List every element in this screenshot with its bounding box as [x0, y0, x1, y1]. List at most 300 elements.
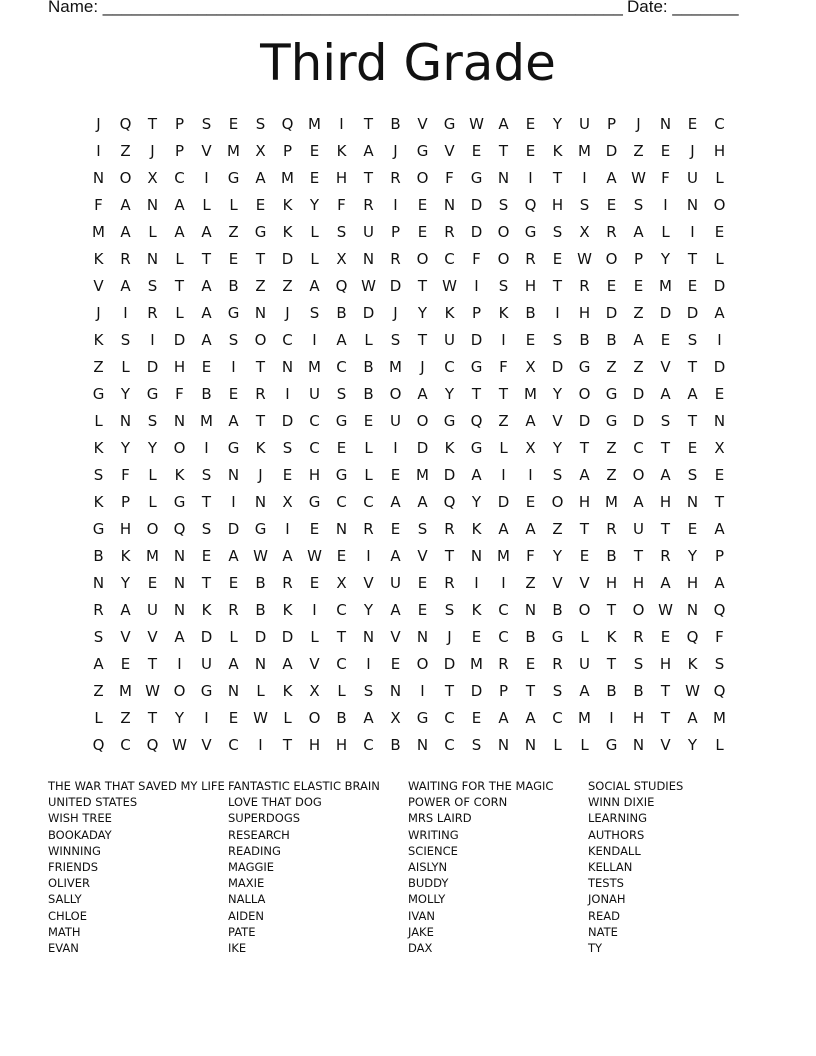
grid-letter: G	[524, 222, 537, 241]
grid-letter: C	[309, 438, 320, 457]
grid-letter: N	[92, 168, 105, 187]
grid-letter: Y	[687, 546, 698, 565]
grid-letter: K	[93, 249, 104, 268]
grid-letter: R	[525, 249, 536, 268]
word-list-item: OLIVER	[48, 876, 90, 891]
grid-letter: E	[255, 195, 266, 214]
grid-letter: A	[633, 330, 644, 349]
grid-letter: D	[443, 654, 456, 673]
grid-letter: H	[119, 519, 132, 538]
grid-letter: A	[201, 330, 212, 349]
grid-letter: L	[715, 735, 724, 754]
word-list	[48, 778, 768, 956]
page-title: Third Grade	[260, 34, 556, 92]
grid-letter: E	[417, 222, 428, 241]
grid-letter: B	[606, 681, 617, 700]
grid-letter: C	[336, 357, 347, 376]
grid-letter: P	[498, 681, 509, 700]
grid-letter: S	[93, 465, 104, 484]
grid-letter: E	[417, 600, 428, 619]
grid-letter: H	[713, 141, 726, 160]
grid-letter: Y	[120, 384, 131, 403]
grid-letter: G	[443, 114, 456, 133]
grid-letter: A	[390, 492, 401, 511]
grid-letter: K	[255, 438, 266, 457]
grid-letter: I	[474, 573, 479, 592]
grid-letter: I	[123, 303, 128, 322]
word-list-item: MATH	[48, 924, 81, 939]
grid-letter: A	[687, 708, 698, 727]
word-list-column	[228, 778, 408, 956]
grid-letter: S	[255, 114, 266, 133]
grid-letter: E	[309, 519, 320, 538]
grid-letter: E	[228, 573, 239, 592]
grid-letter: H	[551, 195, 564, 214]
grid-letter: T	[147, 708, 158, 727]
grid-letter: Q	[335, 276, 348, 295]
grid-letter: Z	[120, 708, 131, 727]
grid-letter: V	[201, 141, 212, 160]
grid-letter: B	[552, 600, 563, 619]
grid-letter: N	[173, 573, 186, 592]
grid-letter: E	[417, 573, 428, 592]
grid-letter: N	[119, 411, 132, 430]
grid-letter: R	[444, 519, 455, 538]
grid-letter: G	[551, 627, 564, 646]
word-list-item: TY	[588, 940, 603, 955]
word-list-item: PATE	[228, 924, 256, 939]
grid-letter: C	[336, 600, 347, 619]
grid-letter: T	[255, 249, 266, 268]
word-list-item: JONAH	[588, 892, 626, 907]
grid-letter: O	[578, 384, 591, 403]
grid-letter: E	[336, 546, 347, 565]
grid-letter: I	[312, 330, 317, 349]
grid-letter: O	[389, 384, 402, 403]
grid-letter: T	[498, 384, 509, 403]
grid-letter: K	[282, 681, 293, 700]
grid-letter: Y	[174, 708, 185, 727]
grid-letter: A	[390, 546, 401, 565]
grid-letter: Z	[552, 519, 563, 538]
grid-letter: D	[470, 195, 483, 214]
grid-letter: E	[633, 276, 644, 295]
grid-letter: N	[92, 573, 105, 592]
grid-letter: N	[362, 627, 375, 646]
grid-letter: T	[606, 600, 617, 619]
grid-letter: U	[390, 411, 401, 430]
grid-letter: T	[444, 681, 455, 700]
word-list-item: CHLOE	[48, 908, 87, 923]
grid-letter: R	[606, 222, 617, 241]
grid-letter: G	[335, 465, 348, 484]
grid-letter: N	[524, 600, 537, 619]
grid-letter: I	[231, 492, 236, 511]
grid-letter: A	[93, 654, 104, 673]
grid-letter: G	[605, 735, 618, 754]
word-list-item: FANTASTIC ELASTIC BRAIN	[228, 779, 380, 793]
grid-letter: W	[145, 681, 160, 700]
grid-letter: I	[501, 465, 506, 484]
grid-letter: J	[150, 141, 155, 160]
grid-letter: A	[336, 330, 347, 349]
grid-letter: H	[578, 303, 591, 322]
grid-letter: M	[497, 546, 510, 565]
grid-letter: G	[443, 411, 456, 430]
grid-letter: A	[282, 546, 293, 565]
grid-letter: A	[714, 303, 725, 322]
grid-letter: F	[472, 249, 481, 268]
grid-letter: M	[146, 546, 159, 565]
grid-letter: C	[498, 600, 509, 619]
grid-letter: K	[93, 330, 104, 349]
grid-letter: E	[714, 465, 725, 484]
grid-letter: P	[174, 141, 185, 160]
grid-letter: A	[228, 411, 239, 430]
grid-letter: C	[552, 708, 563, 727]
grid-letter: E	[714, 384, 725, 403]
grid-letter: M	[713, 708, 726, 727]
grid-letter: C	[363, 735, 374, 754]
grid-letter: C	[336, 654, 347, 673]
grid-letter: X	[282, 492, 293, 511]
grid-letter: L	[715, 168, 724, 187]
grid-letter: B	[390, 735, 401, 754]
grid-letter: A	[309, 276, 320, 295]
grid-letter: A	[120, 195, 131, 214]
grid-letter: E	[147, 573, 158, 592]
grid-letter: N	[362, 249, 375, 268]
grid-letter: E	[228, 249, 239, 268]
grid-letter: S	[93, 627, 104, 646]
grid-letter: O	[416, 249, 429, 268]
grid-letter: G	[227, 168, 240, 187]
grid-letter: R	[120, 249, 131, 268]
grid-letter: S	[714, 654, 725, 673]
grid-letter: Q	[173, 519, 186, 538]
grid-letter: O	[173, 681, 186, 700]
grid-letter: L	[364, 330, 373, 349]
grid-letter: S	[633, 654, 644, 673]
grid-letter: L	[229, 627, 238, 646]
grid-letter: T	[363, 168, 374, 187]
grid-letter: D	[281, 627, 294, 646]
grid-letter: H	[659, 492, 672, 511]
grid-letter: Y	[687, 735, 698, 754]
grid-letter: S	[147, 276, 158, 295]
grid-letter: N	[146, 249, 159, 268]
grid-letter: B	[525, 627, 536, 646]
grid-letter: N	[173, 411, 186, 430]
grid-letter: E	[471, 627, 482, 646]
grid-letter: N	[227, 681, 240, 700]
grid-letter: J	[447, 627, 452, 646]
grid-letter: B	[363, 357, 374, 376]
grid-letter: V	[201, 735, 212, 754]
grid-letter: Z	[606, 465, 617, 484]
grid-letter: D	[470, 222, 483, 241]
grid-letter: O	[416, 168, 429, 187]
grid-letter: C	[444, 249, 455, 268]
word-list-column	[588, 778, 768, 956]
grid-letter: G	[200, 681, 213, 700]
word-list-item: NALLA	[228, 892, 266, 907]
grid-letter: J	[258, 465, 263, 484]
grid-letter: Q	[713, 681, 726, 700]
grid-letter: G	[470, 438, 483, 457]
grid-letter: R	[498, 654, 509, 673]
grid-letter: I	[312, 600, 317, 619]
grid-letter: T	[552, 276, 563, 295]
grid-letter: Q	[119, 114, 132, 133]
grid-letter: C	[363, 492, 374, 511]
grid-letter: L	[148, 222, 157, 241]
grid-letter: D	[200, 627, 213, 646]
grid-letter: E	[282, 465, 293, 484]
grid-letter: B	[201, 384, 212, 403]
grid-letter: A	[174, 222, 185, 241]
grid-letter: P	[606, 114, 617, 133]
grid-letter: B	[633, 681, 644, 700]
grid-letter: E	[714, 222, 725, 241]
grid-letter: E	[471, 141, 482, 160]
grid-letter: N	[686, 600, 699, 619]
grid-letter: Z	[228, 222, 239, 241]
grid-letter: M	[605, 492, 618, 511]
grid-letter: K	[282, 222, 293, 241]
grid-letter: S	[552, 465, 563, 484]
grid-letter: T	[417, 330, 428, 349]
grid-letter: E	[390, 519, 401, 538]
grid-letter: A	[687, 384, 698, 403]
grid-letter: Q	[686, 627, 699, 646]
grid-letter: R	[93, 600, 104, 619]
grid-letter: O	[173, 438, 186, 457]
grid-letter: O	[254, 330, 267, 349]
grid-letter: G	[416, 141, 429, 160]
grid-letter: L	[337, 681, 346, 700]
grid-letter: X	[255, 141, 266, 160]
grid-letter: E	[120, 654, 131, 673]
word-list-item: FRIENDS	[48, 859, 99, 874]
grid-letter: H	[632, 708, 645, 727]
grid-letter: S	[201, 114, 212, 133]
grid-letter: J	[96, 303, 101, 322]
grid-letter: O	[416, 411, 429, 430]
grid-letter: J	[636, 114, 641, 133]
word-list-item: AUTHORS	[588, 827, 645, 842]
grid-letter: T	[255, 357, 266, 376]
grid-letter: H	[524, 276, 537, 295]
word-list-item: BUDDY	[408, 876, 449, 891]
grid-letter: D	[281, 411, 294, 430]
grid-letter: F	[121, 465, 130, 484]
grid-letter: Q	[281, 114, 294, 133]
grid-letter: O	[632, 465, 645, 484]
grid-letter: I	[582, 168, 587, 187]
grid-letter: G	[308, 492, 321, 511]
grid-letter: Y	[444, 384, 455, 403]
grid-letter: F	[499, 357, 508, 376]
grid-letter: D	[254, 627, 267, 646]
grid-letter: E	[525, 114, 536, 133]
grid-letter: C	[714, 114, 725, 133]
grid-letter: N	[281, 357, 294, 376]
grid-letter: C	[174, 168, 185, 187]
grid-letter: H	[686, 573, 699, 592]
word-list-item: LEARNING	[588, 811, 648, 826]
word-list-item: LOVE THAT DOG	[228, 795, 322, 810]
grid-letter: N	[659, 114, 672, 133]
grid-letter: A	[525, 519, 536, 538]
grid-letter: S	[687, 465, 698, 484]
grid-letter: E	[687, 519, 698, 538]
grid-letter: G	[92, 519, 105, 538]
grid-letter: S	[498, 276, 509, 295]
grid-letter: S	[552, 681, 563, 700]
grid-letter: I	[501, 330, 506, 349]
grid-letter: K	[552, 141, 563, 160]
grid-letter: E	[660, 330, 671, 349]
grid-letter: W	[442, 276, 457, 295]
grid-letter: V	[552, 573, 563, 592]
grid-letter: Z	[120, 141, 131, 160]
grid-letter: E	[525, 654, 536, 673]
grid-letter: V	[444, 141, 455, 160]
grid-letter: I	[420, 681, 425, 700]
grid-letter: R	[390, 168, 401, 187]
grid-letter: A	[174, 627, 185, 646]
grid-letter: B	[363, 384, 374, 403]
grid-letter: M	[308, 357, 321, 376]
grid-letter: L	[499, 438, 508, 457]
grid-letter: E	[687, 276, 698, 295]
grid-letter: D	[686, 303, 699, 322]
grid-letter: Z	[255, 276, 266, 295]
grid-letter: S	[147, 411, 158, 430]
grid-letter: F	[445, 168, 454, 187]
grid-letter: E	[525, 330, 536, 349]
grid-letter: Z	[606, 438, 617, 457]
grid-letter: V	[417, 114, 428, 133]
grid-letter: W	[307, 546, 322, 565]
word-list-item: KELLAN	[588, 859, 633, 874]
grid-letter: S	[390, 330, 401, 349]
grid-letter: N	[443, 195, 456, 214]
grid-letter: D	[362, 303, 375, 322]
grid-letter: Q	[443, 492, 456, 511]
word-list-item: WINN DIXIE	[588, 795, 655, 810]
grid-letter: K	[471, 600, 482, 619]
grid-letter: F	[337, 195, 346, 214]
grid-letter: S	[120, 330, 131, 349]
grid-letter: S	[633, 195, 644, 214]
grid-letter: I	[501, 573, 506, 592]
grid-letter: U	[579, 114, 590, 133]
word-list-item: DAX	[408, 940, 433, 955]
grid-letter: I	[474, 276, 479, 295]
grid-letter: D	[443, 465, 456, 484]
grid-letter: F	[661, 168, 670, 187]
grid-letter: K	[174, 465, 185, 484]
grid-letter: T	[201, 573, 212, 592]
grid-letter: A	[606, 168, 617, 187]
grid-letter: D	[281, 249, 294, 268]
grid-letter: C	[498, 627, 509, 646]
grid-letter: E	[660, 141, 671, 160]
grid-letter: Y	[120, 438, 131, 457]
grid-letter: L	[310, 627, 319, 646]
grid-letter: R	[390, 249, 401, 268]
grid-letter: E	[228, 384, 239, 403]
word-list-item: WINNING	[48, 843, 101, 858]
grid-letter: X	[309, 681, 320, 700]
grid-letter: C	[282, 330, 293, 349]
word-list-item: AIDEN	[228, 908, 264, 923]
grid-letter: V	[390, 627, 401, 646]
grid-letter: O	[497, 249, 510, 268]
grid-letter: A	[714, 519, 725, 538]
grid-letter: N	[470, 546, 483, 565]
grid-letter: P	[714, 546, 725, 565]
grid-letter: M	[281, 168, 294, 187]
grid-letter: T	[660, 708, 671, 727]
grid-letter: L	[94, 708, 103, 727]
grid-letter: L	[229, 195, 238, 214]
grid-letter: V	[309, 654, 320, 673]
grid-letter: N	[632, 735, 645, 754]
grid-letter: Q	[470, 411, 483, 430]
grid-letter: K	[498, 303, 509, 322]
grid-letter: N	[227, 465, 240, 484]
grid-letter: N	[173, 546, 186, 565]
grid-letter: P	[390, 222, 401, 241]
grid-letter: D	[605, 141, 618, 160]
word-list-item: WAITING FOR THE MAGIC	[408, 779, 554, 793]
grid-letter: N	[686, 195, 699, 214]
word-list-item: BOOKADAY	[48, 827, 112, 842]
grid-letter: G	[578, 357, 591, 376]
grid-letter: T	[714, 492, 725, 511]
grid-letter: J	[393, 303, 398, 322]
grid-letter: O	[578, 600, 591, 619]
grid-letter: N	[146, 195, 159, 214]
grid-letter: S	[201, 465, 212, 484]
grid-letter: O	[713, 195, 726, 214]
grid-letter: N	[335, 519, 348, 538]
grid-letter: R	[444, 573, 455, 592]
grid-letter: I	[663, 195, 668, 214]
grid-letter: A	[201, 276, 212, 295]
grid-letter: D	[551, 357, 564, 376]
grid-letter: L	[175, 303, 184, 322]
grid-letter: K	[336, 141, 347, 160]
grid-letter: P	[282, 141, 293, 160]
grid-letter: L	[148, 492, 157, 511]
grid-letter: T	[660, 519, 671, 538]
grid-letter: Z	[93, 681, 104, 700]
grid-letter: I	[150, 330, 155, 349]
grid-letter: S	[552, 222, 563, 241]
grid-letter: U	[309, 384, 320, 403]
grid-letter: K	[201, 600, 212, 619]
word-list-item: IKE	[228, 940, 247, 955]
grid-letter: E	[201, 357, 212, 376]
grid-letter: Y	[552, 546, 563, 565]
grid-letter: X	[714, 438, 725, 457]
grid-letter: A	[579, 465, 590, 484]
grid-letter: F	[94, 195, 103, 214]
